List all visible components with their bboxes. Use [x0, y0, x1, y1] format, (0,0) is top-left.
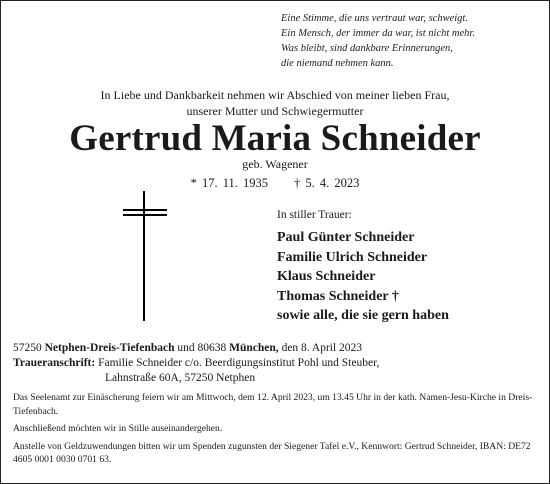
notes-block — [13, 391, 543, 471]
mourners-list — [277, 228, 449, 326]
poem-line: die niemand nehmen kann. — [281, 58, 394, 69]
intro-line-1: In Liebe und Dankbarkeit nehmen wir Abschied von meiner lieben Frau, — [100, 88, 450, 102]
birth-date: * 17. 11. 1935 — [190, 176, 269, 190]
mourners-label: In stiller Trauer: — [277, 209, 352, 221]
place-name: Netphen-Dreis-Tiefenbach — [44, 342, 175, 354]
mourner-name: Familie Ulrich Schneider — [277, 249, 428, 265]
zip-code: 57250 — [13, 342, 42, 354]
donation-notice: Anstelle von Geldzuwendungen bitten wir um Spenden zugunsten der Siegener Tafel e.V., Kennwort: Gertrud Schneider, IBAN: DE72 4605 0001 0030 0701 63. — [13, 440, 531, 466]
mourning-address-street: Lahnstraße 60A, 57250 Netphen — [105, 372, 256, 384]
mourner-name: Thomas Schneider † — [277, 288, 399, 304]
poem — [281, 11, 541, 71]
birth-name: geb. Wagener — [242, 157, 308, 171]
mourning-address-label: Traueranschrift: — [13, 357, 96, 369]
mourner-name: Paul Günter Schneider — [277, 230, 415, 245]
life-dates — [1, 175, 549, 191]
farewell-notice: Anschließend möchten wir in Stille auseinandergehen. — [13, 423, 223, 435]
place-date-line — [13, 341, 543, 356]
mourner-name: Klaus Schneider — [277, 269, 376, 284]
mourner-name: sowie alle, die sie gern haben — [277, 308, 449, 323]
notice-date: den 8. April 2023 — [281, 342, 363, 354]
address-block — [13, 341, 543, 386]
cross-icon — [123, 191, 167, 321]
poem-line: Eine Stimme, die uns vertraut war, schweigt. — [281, 13, 468, 24]
poem-line: Was bleibt, sind dankbare Erinnerungen, — [281, 43, 453, 54]
zip-code: 80638 — [197, 342, 227, 354]
mourning-address-line — [13, 356, 543, 371]
deceased-name: Gertrud Maria Schneider — [69, 118, 481, 159]
death-date: † 5. 4. 2023 — [294, 176, 360, 190]
intro-line-2: unserer Mutter und Schwiegermutter — [186, 104, 364, 118]
intro-text — [1, 87, 549, 119]
poem-line: Ein Mensch, der immer da war, ist nicht mehr. — [281, 28, 475, 39]
mass-notice: Das Seelenamt zur Einäscherung feiern wir am Mittwoch, dem 12. April 2023, um 13.45 Uhr in der kath. Namen-Jesu-Kirche in Dreis-Tiefenbach. — [13, 392, 533, 417]
mourning-address: Familie Schneider c/o. Beerdigungsinstitut Pohl und Steuber, — [98, 357, 380, 369]
connector: und — [177, 342, 195, 354]
place-name: München, — [229, 342, 279, 354]
